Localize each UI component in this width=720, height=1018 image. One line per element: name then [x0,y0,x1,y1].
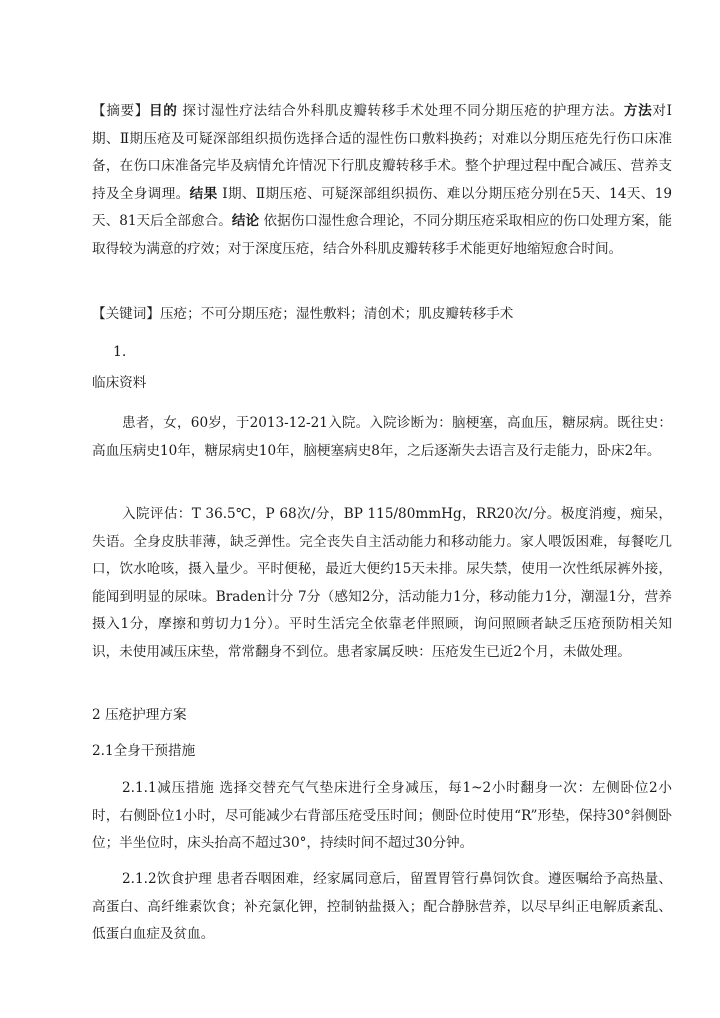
method-label: 方法 [623,103,653,119]
conclusion-text: 依据伤口湿性愈合理论，不同分期压疮采取相应的伤口处理方案，能取得较为满意的疗效；对于深度压疮，结合外科肌皮瓣转移手术能更好地缩短愈合时间。 [92,213,673,257]
section-1-paragraph-2: 入院评估：T 36.5℃，P 68次/分，BP 115/80mmHg，RR20次/分。极度消瘦，痴呆，失语。全身皮肤菲薄，缺乏弹性。完全丧失自主活动能力和移动能力。家人喂饭困难，每餐吃几口，饮水呛咳，摄入量少。平时便秘，最近大便约15天未排。尿失禁，使用一次性纸尿裤外接，能闻到明显的尿味。Braden计分 7分（感知2分，活动能力1分，移动能力1分，潮湿1分，营养摄入1分，摩擦和剪切力1分）。平时生活完全依靠老伴照顾，询问照顾者缺乏压疮预防相关知识，未使用减压床垫，常常翻身不到位。患者家属反映：压疮发生已近2个月，未做处理。 [92,506,672,660]
paragraph-2-1-1: 2.1.1减压措施 选择交替充气气垫床进行全身减压，每1~2小时翻身一次：左侧卧位2小时，右侧卧位1小时，尽可能减少右背部压疮受压时间；侧卧位时使用“R”形垫，保持30°斜侧卧位；半坐位时，床头抬高不超过30°，持续时间不超过30分钟。 [92,780,672,851]
keywords-text: 压疮；不可分期压疮；湿性敷料；清创术；肌皮瓣转移手术 [159,306,514,322]
subsection-2-1-title: 2.1全身干预措施 [92,743,196,759]
method-text: 对Ⅰ期、Ⅱ期压疮及可疑深部组织损伤选择合适的湿性伤口敷料换药；对难以分期压疮先行伤口床准备，在伤口床准备完毕及病情允许情况下行肌皮瓣转移手术。整个护理过程中配合减压、营养支持及全身调理。 [92,103,673,202]
section-1-title: 临床资料 [92,375,147,391]
abstract-tag: 【摘要】 [92,103,149,119]
section-2-title: 2 压疮护理方案 [92,707,187,723]
result-label: 结果 [189,185,218,202]
abstract-paragraph [92,98,672,263]
section-1-paragraph-1: 患者，女，60岁，于2013-12-21入院。入院诊断为：脑梗塞，高血压，糖尿病。既往史：高血压病史10年，糖尿病史10年，脑梗塞病史8年，之后逐渐失去语言及行走能力，卧床2年。 [92,415,672,459]
purpose-text: 探讨湿性疗法结合外科肌皮瓣转移手术处理不同分期压疮的护理方法。 [182,103,624,119]
paragraph-2-1-2: 2.1.2饮食护理 患者吞咽困难，经家属同意后，留置胃管行鼻饲饮食。遵医嘱给予高热量、高蛋白、高纤维素饮食；补充氯化钾，控制钠盐摄入；配合静脉营养，以尽早纠正电解质紊乱、低蛋白血症及贫血。 [92,871,672,942]
keywords-tag: 【关键词】 [92,306,160,322]
result-text: Ⅰ期、Ⅱ期压疮、可疑深部组织损伤、难以分期压疮分别在5天、14天、19天、81天后全部愈合。 [92,185,673,229]
purpose-label: 目的 [148,103,178,119]
section-1-number: 1. [113,344,127,360]
keywords-line [92,301,672,329]
conclusion-label: 结论 [231,213,260,229]
